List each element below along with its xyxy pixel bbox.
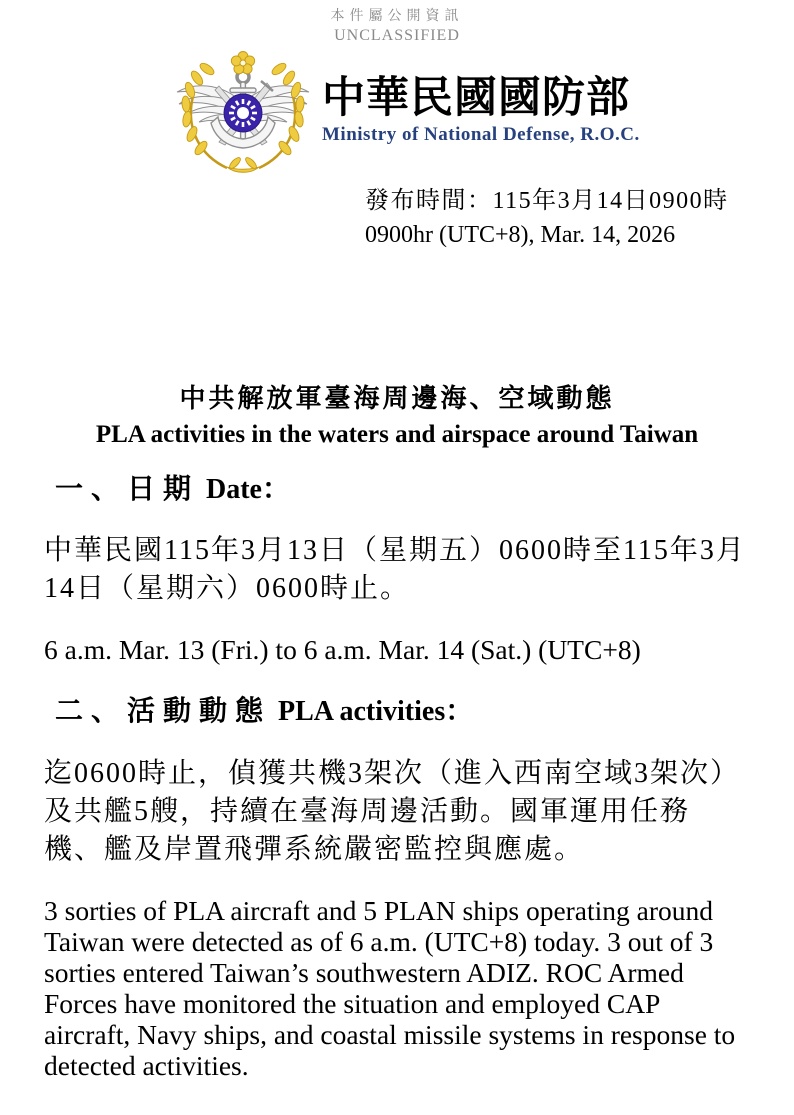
classification-en: UNCLASSIFIED [334,26,460,44]
section-heading-date-en: Date： [199,473,290,505]
date-paragraph-zh: 中華民國115年3月13日（星期五）0600時至115年3月14日（星期六）0600時止。 [44,535,746,605]
release-time [365,184,794,252]
release-time-zh: 發布時間：115年3月14日0900時 [365,187,729,214]
ministry-name-en: Ministry of National Defense, R.O.C. [322,123,640,145]
section-heading-activities [55,695,794,729]
ministry-names [322,50,640,146]
section-heading-date-zh: 一、日期 [55,473,200,505]
document-title-zh: 中共解放軍臺海周邊海、空域動態 [179,383,615,413]
date-paragraph-en: 6 a.m. Mar. 13 (Fri.) to 6 a.m. Mar. 14 (Sat.) (UTC+8) [44,634,641,666]
ministry-header [172,50,794,176]
activities-paragraph-en: 3 sorties of PLA aircraft and 5 PLAN ships operating around Taiwan were detected as of 6 a.m. (UTC+8) today. 3 out of 3 sorties entered Taiwan’s southwestern ADIZ. ROC Armed Forces have monitored the situation and employed CAP aircraft, Navy ships, and coastal missile systems in response to detected activities. [44,894,736,1081]
classification-zh: 本件屬公開資訊 [330,9,464,24]
mnd-emblem-icon [172,50,314,176]
release-time-en: 0900hr (UTC+8), Mar. 14, 2026 [365,221,676,248]
document-title [0,378,794,449]
activities-paragraph-zh: 迄0600時止，偵獲共機3架次（進入西南空域3架次）及共艦5艘，持續在臺海周邊活動。國軍運用任務機、艦及岸置飛彈系統嚴密監控與應處。 [44,757,741,865]
section-heading-activities-en: PLA activities： [271,696,474,728]
section-heading-date [55,473,794,507]
classification-header [0,0,794,46]
section-heading-activities-zh: 二、活動動態 [55,696,272,728]
document-title-en: PLA activities in the waters and airspace around Taiwan [95,420,699,448]
ministry-name-zh: 中華民國國防部 [322,74,630,122]
